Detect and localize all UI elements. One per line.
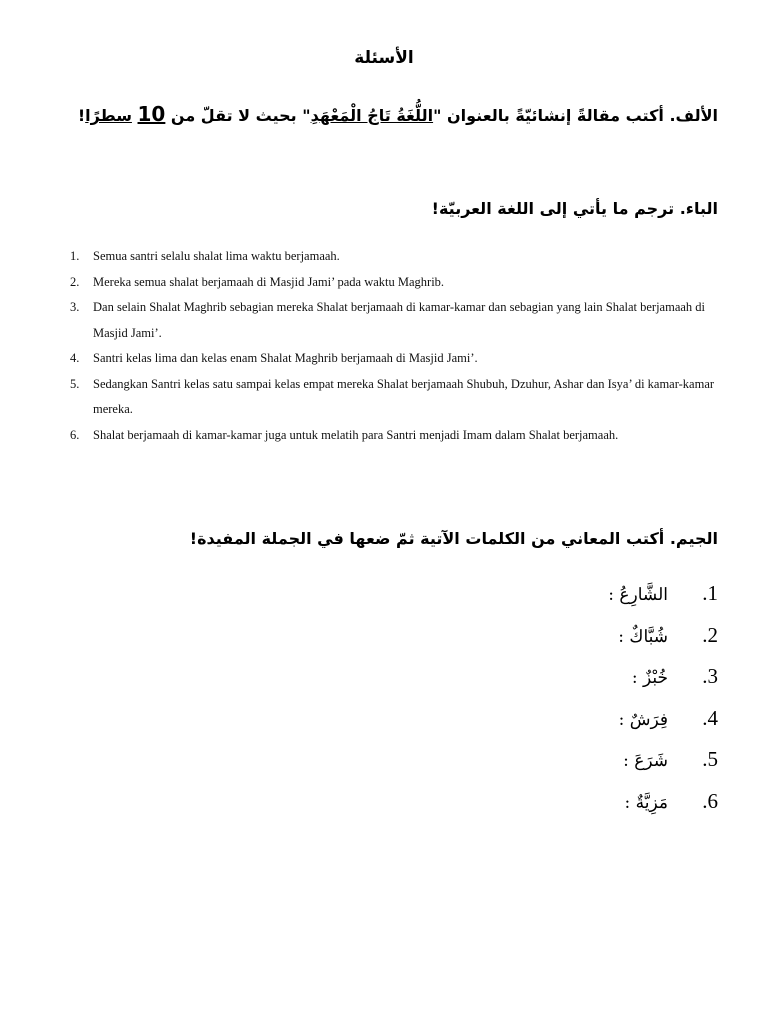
item-text: Mereka semua shalat berjamaah di Masjid Jami’ pada waktu Maghrib. bbox=[93, 274, 445, 289]
line-count-number: 10 bbox=[137, 102, 166, 126]
vocabulary-word: خُبْزٌ : bbox=[631, 668, 668, 688]
translation-item bbox=[70, 423, 720, 449]
vocabulary-item bbox=[418, 784, 718, 826]
translation-item bbox=[70, 244, 720, 270]
item-number: 3. bbox=[70, 300, 80, 314]
vocabulary-word: فِرَشٌ : bbox=[618, 709, 668, 730]
vocabulary-item bbox=[418, 701, 718, 743]
item-number: 6. bbox=[702, 788, 718, 813]
vocabulary-item bbox=[418, 659, 718, 701]
translation-item bbox=[70, 346, 720, 372]
vocabulary-list bbox=[418, 576, 718, 825]
item-number: 1. bbox=[70, 249, 80, 263]
item-text: Semua santri selalu shalat lima waktu berjamaah. bbox=[93, 249, 340, 263]
item-number: 5. bbox=[702, 747, 718, 771]
vocabulary-word: مَزِيَّةٌ : bbox=[624, 792, 668, 813]
section-b-text: ترجم ما يأتي إلى اللغة العربيّة! bbox=[431, 199, 675, 218]
item-text: Sedangkan Santri kelas satu sampai kelas empat mereka Shalat berjamaah Shubuh, Dzuhur, Ashar dan Isya’ di kamar-kamar mereka. bbox=[93, 376, 715, 416]
section-c-label: الجيم. bbox=[669, 529, 718, 548]
section-b-instruction bbox=[78, 197, 718, 221]
vocabulary-word: شُبَّاكٌ : bbox=[618, 626, 668, 647]
item-number: 3. bbox=[702, 664, 718, 688]
item-number: 4. bbox=[70, 351, 80, 365]
vocabulary-item bbox=[418, 742, 718, 784]
translation-item bbox=[70, 372, 720, 423]
vocabulary-word: الشَّارِعُ : bbox=[608, 585, 668, 605]
vocabulary-item bbox=[418, 576, 718, 618]
item-number: 2. bbox=[702, 622, 718, 647]
item-text: Shalat berjamaah di kamar-kamar juga untuk melatih para Santri menjadi Imam dalam Shalat berjamaah. bbox=[93, 427, 619, 442]
translation-list bbox=[70, 244, 720, 448]
translation-item bbox=[70, 270, 720, 296]
section-a-text-middle: " بحيث لا تقلّ من bbox=[165, 106, 311, 125]
section-b-label: الباء. bbox=[679, 199, 718, 218]
section-c-text: أكتب المعاني من الكلمات الآتية ثمّ ضعها في الجملة المفيدة! bbox=[189, 529, 665, 548]
section-a-text-before: أكتب مقالةً إنشائيّةً بالعنوان " bbox=[433, 106, 664, 125]
section-a-text-end: ! bbox=[77, 106, 86, 125]
item-number: 4. bbox=[702, 705, 718, 730]
section-c-instruction bbox=[78, 527, 718, 551]
essay-topic: اللُّغَةُ تَاجُ الْمَعْهَدِ bbox=[310, 106, 434, 125]
vocabulary-item bbox=[418, 618, 718, 660]
item-number: 1. bbox=[702, 581, 718, 605]
section-a-instruction bbox=[78, 102, 718, 128]
translation-item bbox=[70, 295, 720, 346]
item-text: Dan selain Shalat Maghrib sebagian mereka Shalat berjamaah di kamar-kamar dan sebagian yang lain Shalat berjamaah di Masjid Jami’. bbox=[93, 300, 706, 340]
vocabulary-word: شَرَعَ : bbox=[623, 751, 668, 771]
line-count-word: سطرًا bbox=[85, 106, 132, 125]
item-number: 6. bbox=[70, 427, 80, 442]
page-title: الأسئلة bbox=[354, 48, 414, 68]
item-number: 5. bbox=[70, 376, 80, 391]
section-a-label: الألف. bbox=[669, 106, 718, 125]
item-text: Santri kelas lima dan kelas enam Shalat Maghrib berjamaah di Masjid Jami’. bbox=[93, 351, 478, 365]
item-number: 2. bbox=[70, 274, 80, 289]
